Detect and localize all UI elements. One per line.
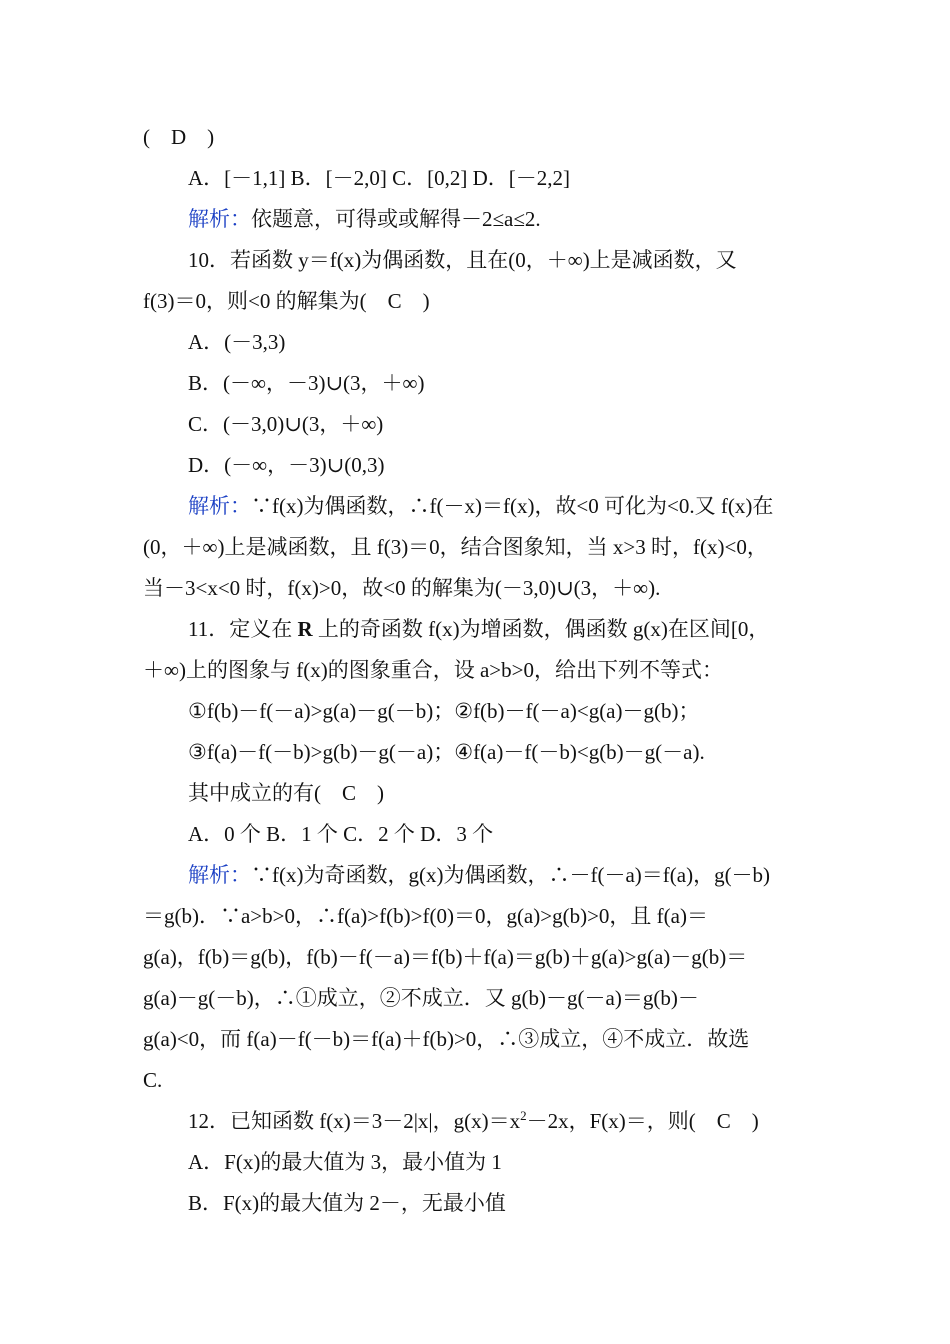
line-q11-solution-4 (143, 988, 699, 1009)
solution-label: 解析： (188, 863, 251, 887)
text: －2x，F(x)＝，则( C ) (526, 1109, 759, 1133)
text: A．0 个 B．1 个 C．2 个 D．3 个 (188, 822, 494, 846)
text: g(a)－g(－b)，∴①成立，②不成立．又 g(b)－g(－a)＝g(b)－ (143, 986, 699, 1010)
text: ∵f(x)为偶函数，∴f(－x)＝f(x)，故<0 可化为<0.又 f(x)在 (251, 494, 774, 518)
text: ①f(b)－f(－a)>g(a)－g(－b)；②f(b)－f(－a)<g(a)－g(b)； (188, 699, 700, 723)
text: D．(－∞，－3)∪(0,3) (188, 453, 385, 477)
text: ③f(a)－f(－b)>g(b)－g(－a)；④f(a)－f(－b)<g(b)－g(－a). (188, 740, 705, 764)
text: A．(－3,3) (188, 330, 286, 354)
text: 11．定义在 (188, 617, 298, 641)
text: (0，＋∞)上是减函数，且 f(3)＝0，结合图象知，当 x>3 时，f(x)<0， (143, 535, 768, 559)
text: ＝g(b)．∵a>b>0，∴f(a)>f(b)>f(0)＝0，g(a)>g(b)>0，且 f(a)＝ (143, 904, 708, 928)
line-q9-options (188, 168, 570, 189)
superscript: 2 (520, 1108, 527, 1123)
text: g(a)，f(b)＝g(b)，f(b)－f(－a)＝f(b)＋f(a)＝g(b)＋g(a)>g(a)－g(b)＝ (143, 945, 748, 969)
text: A．F(x)的最大值为 3，最小值为 1 (188, 1150, 502, 1174)
line-q11-solution-1 (188, 865, 770, 886)
line-q11-solution-3 (143, 947, 747, 968)
line-q11-solution-6 (143, 1070, 162, 1091)
solution-label: 解析： (188, 494, 251, 518)
bold-symbol: R (297, 617, 313, 641)
line-q10-solution-3 (143, 578, 660, 599)
text: 12．已知函数 f(x)＝3－2|x|，g(x)＝x (188, 1109, 521, 1133)
line-q11-solution-2 (143, 906, 708, 927)
text: B．F(x)的最大值为 2－，无最小值 (188, 1191, 506, 1215)
text: 10．若函数 y＝f(x)为偶函数，且在(0，＋∞)上是减函数，又 (188, 248, 737, 272)
line-q11-stem-1 (188, 619, 769, 640)
line-q10-option-a (188, 332, 285, 353)
line-q10-stem-1 (188, 250, 737, 271)
line-q11-inequalities-2 (188, 742, 705, 763)
line-q10-solution-2 (143, 537, 768, 558)
line-q11-question (188, 783, 384, 804)
text: 其中成立的有( C ) (188, 781, 384, 805)
line-q10-option-b (188, 373, 425, 394)
line-q10-stem-2 (143, 291, 430, 312)
line-q10-solution-1 (188, 496, 773, 517)
text: ( D ) (143, 125, 215, 149)
text: B．(－∞，－3)∪(3，＋∞) (188, 371, 425, 395)
line-q10-option-d (188, 455, 384, 476)
line-q10-option-c (188, 414, 383, 435)
solution-label: 解析： (188, 207, 251, 231)
text: 依题意，可得或或解得－2≤a≤2. (251, 207, 541, 231)
line-q11-solution-5 (143, 1029, 749, 1050)
text: f(3)＝0，则<0 的解集为( C ) (143, 289, 430, 313)
line-q9-answer (143, 127, 214, 148)
text: 当－3<x<0 时，f(x)>0，故<0 的解集为(－3,0)∪(3，＋∞). (143, 576, 661, 600)
line-q12-option-a (188, 1152, 502, 1173)
text: 上的奇函数 f(x)为增函数，偶函数 g(x)在区间[0， (312, 617, 770, 641)
line-q12-stem (188, 1108, 759, 1133)
text: g(a)<0，而 f(a)－f(－b)＝f(a)＋f(b)>0，∴③成立，④不成立．故选 (143, 1027, 750, 1051)
line-q11-stem-2 (143, 660, 723, 681)
text: ∵f(x)为奇函数，g(x)为偶函数，∴－f(－a)＝f(a)，g(－b) (251, 863, 771, 887)
line-q11-options (188, 824, 493, 845)
line-q11-inequalities-1 (188, 701, 700, 722)
line-q12-option-b (188, 1193, 506, 1214)
text: A．[－1,1] B．[－2,0] C．[0,2] D．[－2,2] (188, 166, 571, 190)
text: C．(－3,0)∪(3，＋∞) (188, 412, 384, 436)
line-q9-solution (188, 209, 541, 230)
text: C. (143, 1068, 163, 1092)
text: ＋∞)上的图象与 f(x)的图象重合，设 a>b>0，给出下列不等式： (143, 658, 723, 682)
